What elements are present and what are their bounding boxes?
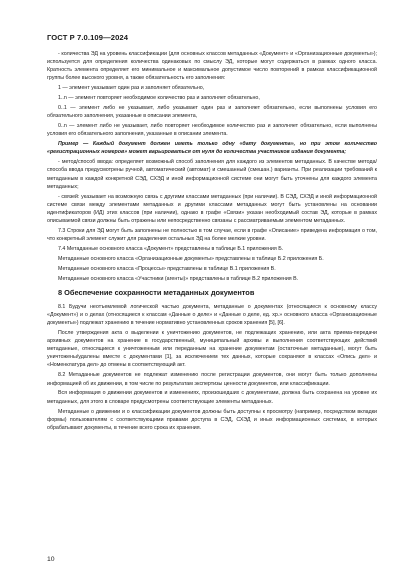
paragraph: - метод/способ ввода: определяет возможный способ заполнения для каждого из элементов метаданных. В качестве метода/способа ввода предусмотрены ручной, автоматический (автомат) и смешанный (смешан.) варианты. При реализации требований к метаданным в каждой конкретной СЭД, СХЭД и иной информационной системе они могут быть уточнены для каждого элемента метаданных; (47, 159, 377, 190)
paragraph: 1..n — элемент повторяет необходимое количество раз и заполняет обязательно, (58, 95, 260, 102)
paragraph: Метаданные основного класса «Организационные документы» представлены в таблице Б.2 приложения Б. (58, 255, 324, 262)
paragraph: 8.2 Метаданные документов не подлежат изменению после регистрации документов, они могут быть только дополнены информацией об их движении, в том числе по результатам экспертизы ценности документов, или классификации. (47, 372, 377, 387)
paragraph: 8.1 Будучи неотъемлемой логической частью документа, метаданные о документах (относящиеся к основному классу «Документ») и о делах (относящиеся к классам «Данные о деле» и «Данные о деле, ед. хр.» основного класса «Организационные документы») подлежат хранению в течение нормативно установленных сроков хранения [5], [6]. (47, 303, 377, 327)
paragraph: Метаданные основного класса «Участники (агенты)» представлены в таблице В.2 приложения В. (58, 275, 299, 282)
example-text: Пример — Каждый документ должен иметь только одну «дату документа», но при этом количество «регистрационных номеров» может варьироваться от нуля до количества участников издания документа; (47, 141, 377, 156)
paragraph: 0..1 — элемент либо не указывает, либо указывает один раз и заполняет обязательно, если выполнены условия его обязательного заполнения, указанные в описании элемента, (47, 105, 377, 120)
paragraph: После утверждения акта о выделении к уничтожению документов, не подлежащих хранению, или акта приема-передачи архивных документов на хранение в государственный, муниципальный архивы и выполнения соответствующих действий метаданные, относящиеся к уничтоженным или переданным на хранение документам (остаточные метаданные), могут быть уничтожены/удалены вместе с документами [1], за исключением тех данных, которые сохраняют в классах «Опись дел» и «Номенклатура дел» до отмены в соответствующий акт. (47, 329, 377, 369)
standard-code-header: ГОСТ Р 7.0.109—2024 (47, 33, 129, 42)
paragraph: Метаданные основного класса «Процессы» представлены в таблице В.1 приложения В. (58, 265, 276, 272)
paragraph: Вся информация о движении документов и изменениях, произошедших с документами, должна быть сохранена на уровне их метаданных, для этого в словаре предусмотрены соответствующие элементы метаданных. (47, 390, 377, 405)
paragraph: 1 — элемент указывает один раз и заполняет обязательно, (58, 85, 205, 92)
paragraph: - связей: указывает на возможную связь с другими классами метаданных (при наличии). В СЭД, СХЭД и иной информационной системе связи между элементами метаданных и другими классами метаданных могут быть установлены на основании идентификаторов (ИД) этих классов (при наличии), однако в графе «Связи» указан необходимый состав ЭД, которые в рамках описываемой связи должны быть отражены или непосредственно связаны с рассматриваемым элементом метаданных. (47, 193, 377, 224)
body-text (47, 50, 377, 434)
paragraph: 0..n — элемент либо не указывает, либо повторяет необходимое количество раз и заполняет обязательно, если выполнены условия его обязательного заполнения, указанные в описании элемента. (47, 123, 377, 138)
paragraph: - количества ЭД на уровень классификации (для основных классов метаданных «Документ» и «Организационные документы»); используется для определения количества одинаковых по смыслу ЭД, которые могут содержаться в рамках одного класса. Кратность элемента определяет его минимальное и максимальное допустимое число повторений в рамках классификационной группы более высокого уровня, а также обязательность его заполнения: (47, 51, 377, 82)
paragraph: 7.4 Метаданные основного класса «Документ» представлены в таблице Б.1 приложения Б. (58, 245, 284, 252)
section-title: 8 Обеспечение сохранности метаданных документов (58, 287, 255, 297)
paragraph: 7.3 Строки для ЭД могут быть заполнены не полностью в том случае, если в графе «Описание» приведена информация о том, что конкретный элемент служит для разделения остальных ЭД на более мелкие уровни. (47, 227, 377, 242)
example-paragraph (47, 140, 377, 156)
paragraph: Метаданные о движении и о классификации документов должны быть доступны к просмотру (например, посредством вкладки формы) пользователям с соответствующими правами доступа в СЭД, СХЭД и иных информационных системах, в которых обрабатывают документы, в течение всего срока их хранения. (47, 408, 377, 431)
page-number: 10 (47, 556, 55, 563)
